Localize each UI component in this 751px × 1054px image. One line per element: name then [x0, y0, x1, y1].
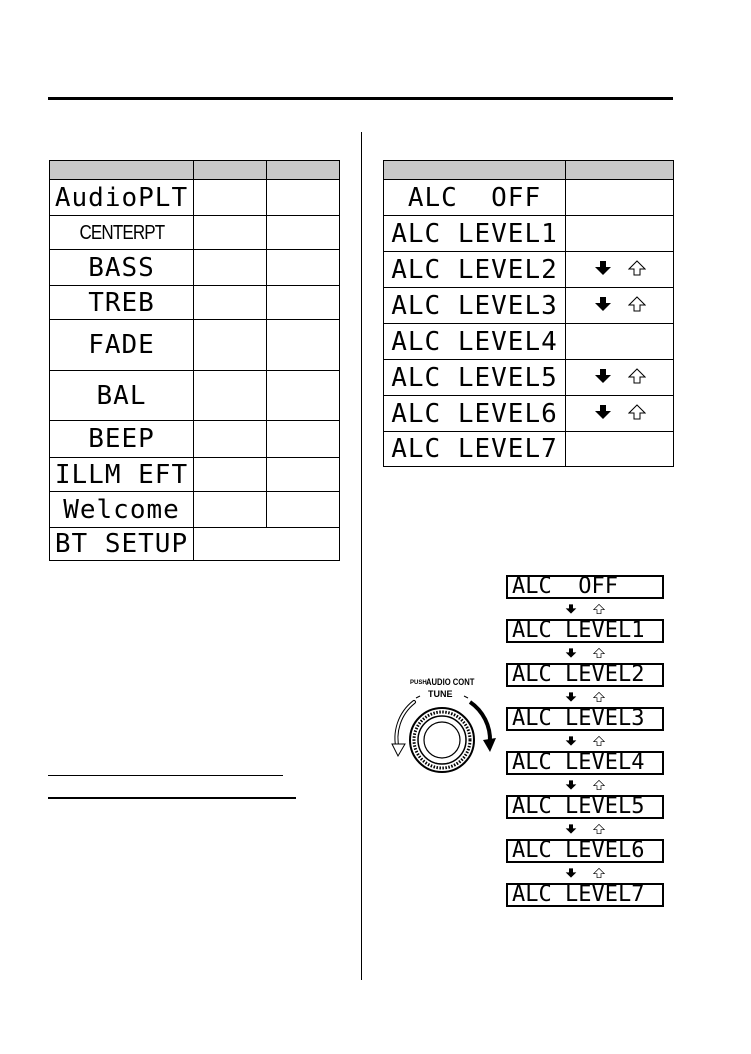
- down-arrow-icon: [594, 259, 612, 277]
- down-arrow-icon: [565, 867, 577, 879]
- display-cell: [384, 288, 566, 324]
- up-arrow-icon: [593, 779, 605, 791]
- arrow-cell: [566, 252, 674, 288]
- adjust-arrows: [565, 603, 605, 615]
- up-arrow-icon: [593, 647, 605, 659]
- display-text: ALC LEVEL5: [391, 362, 558, 393]
- table-row: [384, 396, 674, 432]
- lcd-text: ALC LEVEL3: [512, 707, 645, 731]
- adjust-arrows: [565, 779, 605, 791]
- empty-cell: [194, 458, 267, 492]
- down-arrow-icon: [565, 603, 577, 615]
- display-cell: [50, 492, 194, 528]
- up-arrow-icon: [628, 367, 646, 385]
- display-cell: [50, 458, 194, 492]
- arrow-cell: [566, 396, 674, 432]
- adjust-arrows: [565, 647, 605, 659]
- lcd-text: ALC LEVEL1: [512, 619, 645, 643]
- display-cell: [50, 250, 194, 286]
- empty-cell: [267, 286, 340, 320]
- empty-cell: [194, 528, 340, 561]
- adjust-arrows: [565, 823, 605, 835]
- display-text: AudioPLT: [54, 182, 189, 213]
- lcd-display: [506, 751, 664, 775]
- display-text: Welcome: [63, 494, 180, 525]
- table-row: [384, 360, 674, 396]
- adjust-arrows: [594, 295, 646, 313]
- lcd-display: [506, 707, 664, 731]
- arrow-cell: [566, 288, 674, 324]
- adjust-arrows: [565, 691, 605, 703]
- up-arrow-icon: [628, 259, 646, 277]
- sequence-arrows: [506, 775, 664, 795]
- display-cell: [384, 324, 566, 360]
- underline-rule: [48, 797, 296, 799]
- up-arrow-icon: [628, 295, 646, 313]
- empty-cell: [566, 180, 674, 216]
- empty-cell: [566, 324, 674, 360]
- push-label: PUSH: [410, 680, 427, 686]
- down-arrow-icon: [565, 735, 577, 747]
- up-arrow-icon: [593, 867, 605, 879]
- empty-cell: [194, 492, 267, 528]
- display-text: FADE: [88, 330, 155, 360]
- empty-cell: [566, 432, 674, 467]
- display-text: ALC LEVEL3: [391, 290, 558, 321]
- empty-cell: [267, 216, 340, 250]
- alc-table: [383, 160, 674, 467]
- display-cell: [50, 371, 194, 421]
- adjust-arrows: [594, 367, 646, 385]
- display-text: ALC OFF: [407, 182, 542, 213]
- underline-rule: [48, 775, 283, 776]
- down-arrow-icon: [565, 823, 577, 835]
- display-cell: [50, 421, 194, 458]
- table-row: [50, 216, 340, 250]
- display-text: ALC LEVEL6: [391, 398, 558, 429]
- lcd-text: ALC LEVEL7: [512, 883, 645, 907]
- empty-cell: [194, 421, 267, 458]
- empty-cell: [194, 320, 267, 371]
- up-arrow-icon: [593, 603, 605, 615]
- empty-cell: [267, 371, 340, 421]
- display-cell: [50, 216, 194, 250]
- empty-cell: [267, 421, 340, 458]
- table-row: [50, 286, 340, 320]
- empty-cell: [267, 458, 340, 492]
- empty-cell: [194, 216, 267, 250]
- lcd-text: ALC OFF: [512, 575, 618, 599]
- display-text: ILLM EFT: [54, 459, 189, 490]
- lcd-text: ALC LEVEL5: [512, 795, 645, 819]
- empty-cell: [267, 492, 340, 528]
- lcd-display: [506, 575, 664, 599]
- audio-control-knob-illustration: [380, 672, 500, 792]
- tune-label: TUNE: [428, 689, 453, 699]
- top-rule: [48, 97, 673, 100]
- display-text: ALC LEVEL2: [391, 254, 558, 285]
- empty-cell: [194, 180, 267, 216]
- lcd-display: [506, 839, 664, 863]
- sequence-arrows: [506, 687, 664, 707]
- up-arrow-icon: [593, 823, 605, 835]
- empty-cell: [267, 320, 340, 371]
- sequence-arrows: [506, 731, 664, 751]
- display-cell: [50, 286, 194, 320]
- table-row: [384, 288, 674, 324]
- display-text: ALC LEVEL4: [391, 326, 558, 357]
- down-arrow-icon: [594, 295, 612, 313]
- table-row: [50, 180, 340, 216]
- empty-cell: [194, 371, 267, 421]
- up-arrow-icon: [593, 735, 605, 747]
- display-text: BASS: [88, 252, 155, 283]
- table-row: [50, 320, 340, 371]
- down-arrow-icon: [565, 779, 577, 791]
- display-text: BAL: [96, 380, 147, 411]
- down-arrow-icon: [565, 691, 577, 703]
- sequence-arrows: [506, 863, 664, 883]
- display-text: BT SETUP: [54, 529, 189, 559]
- lcd-text: ALC LEVEL4: [512, 751, 645, 775]
- display-cell: [384, 432, 566, 467]
- down-arrow-icon: [565, 647, 577, 659]
- adjust-arrows: [565, 735, 605, 747]
- lcd-text: ALC LEVEL2: [512, 663, 645, 687]
- display-text: ALC LEVEL7: [391, 434, 558, 464]
- settings-table: [49, 160, 340, 561]
- empty-cell: [566, 216, 674, 252]
- table-row: [384, 432, 674, 467]
- column-divider: [361, 132, 362, 980]
- sequence-arrows: [506, 819, 664, 839]
- down-arrow-icon: [594, 403, 612, 421]
- table-row: [50, 458, 340, 492]
- settings-table-header: [50, 161, 340, 180]
- empty-cell: [194, 286, 267, 320]
- arrow-cell: [566, 360, 674, 396]
- table-row: [50, 421, 340, 458]
- up-arrow-icon: [593, 691, 605, 703]
- lcd-display: [506, 619, 664, 643]
- display-text: BEEP: [88, 424, 155, 454]
- down-arrow-icon: [594, 367, 612, 385]
- table-row: [50, 371, 340, 421]
- lcd-display: [506, 663, 664, 687]
- display-text: CENTERPT: [79, 221, 164, 244]
- lcd-text: ALC LEVEL6: [512, 839, 645, 863]
- empty-cell: [267, 250, 340, 286]
- adjust-arrows: [594, 259, 646, 277]
- sequence-arrows: [506, 599, 664, 619]
- display-cell: [384, 252, 566, 288]
- sequence-arrows: [506, 643, 664, 663]
- display-text: ALC LEVEL1: [391, 218, 558, 249]
- display-text: TREB: [88, 287, 155, 318]
- display-cell: [50, 180, 194, 216]
- table-row: [384, 324, 674, 360]
- display-cell: [50, 320, 194, 371]
- table-row: [50, 528, 340, 561]
- display-cell: [50, 528, 194, 561]
- alc-table-header: [384, 161, 674, 180]
- adjust-arrows: [565, 867, 605, 879]
- lcd-display: [506, 883, 664, 907]
- display-cell: [384, 180, 566, 216]
- table-row: [384, 180, 674, 216]
- lcd-display: [506, 795, 664, 819]
- empty-cell: [194, 250, 267, 286]
- display-cell: [384, 216, 566, 252]
- table-row: [50, 492, 340, 528]
- table-row: [50, 250, 340, 286]
- table-row: [384, 216, 674, 252]
- empty-cell: [267, 180, 340, 216]
- table-row: [384, 252, 674, 288]
- up-arrow-icon: [628, 403, 646, 421]
- alc-display-sequence: [506, 575, 664, 907]
- display-cell: [384, 396, 566, 432]
- audio-control-label: AUDIO CONT: [426, 677, 475, 687]
- adjust-arrows: [594, 403, 646, 421]
- display-cell: [384, 360, 566, 396]
